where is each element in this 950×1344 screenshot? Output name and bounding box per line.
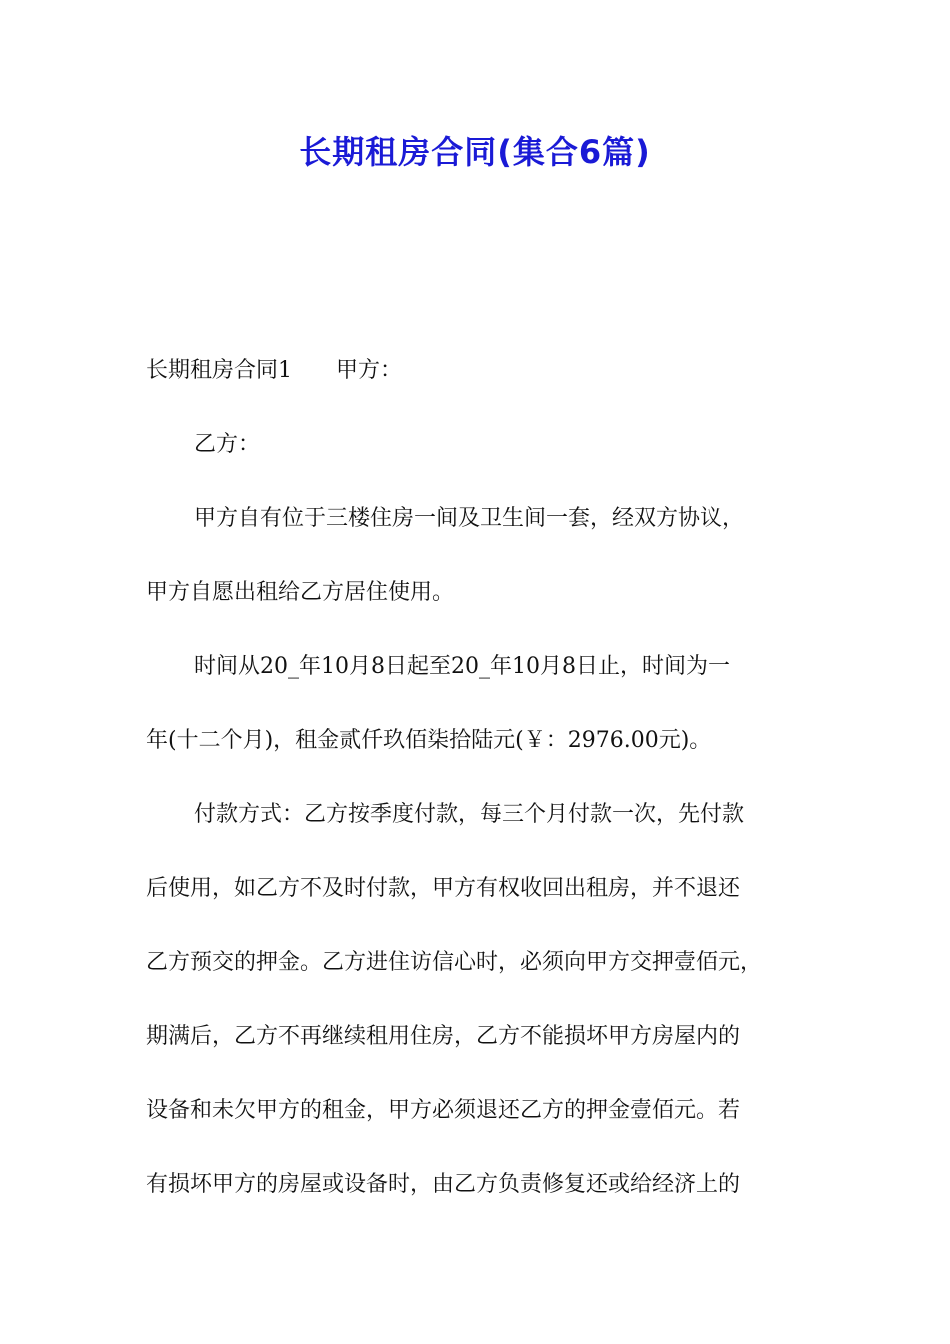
document-title: 长期租房合同(集合6篇): [299, 133, 651, 171]
paragraph-line: 年(十二个月)，租金贰仟玖佰柒拾陆元(￥：2976.00元)。: [146, 728, 712, 753]
party-a-label: 甲方：: [336, 358, 403, 383]
paragraph-line: 后使用，如乙方不及时付款，甲方有权收回出租房，并不退还: [146, 876, 741, 901]
paragraph-line: 设备和未欠甲方的租金，甲方必须退还乙方的押金壹佰元。若: [146, 1098, 741, 1123]
section-heading: 长期租房合同1: [146, 358, 292, 383]
paragraph-line: 甲方自愿出租给乙方居住使用。: [146, 580, 455, 605]
paragraph-line: 时间从20_年10月8日起至20_年10月8日止，时间为一: [194, 654, 730, 679]
heading-line: [146, 334, 812, 408]
document-body: [146, 334, 812, 1222]
paragraph-line: 付款方式：乙方按季度付款，每三个月付款一次，先付款: [194, 802, 745, 827]
paragraph-line: 期满后，乙方不再继续租用住房，乙方不能损坏甲方房屋内的: [146, 1024, 741, 1049]
party-b-label: 乙方：: [194, 432, 261, 457]
paragraph-line: 有损坏甲方的房屋或设备时，由乙方负责修复还或给经济上的: [146, 1172, 741, 1197]
paragraph-line: 甲方自有位于三楼住房一间及卫生间一套，经双方协议，: [194, 506, 745, 531]
paragraph-line: 乙方预交的押金。乙方进住访信心时，必须向甲方交押壹佰元，: [146, 950, 763, 975]
